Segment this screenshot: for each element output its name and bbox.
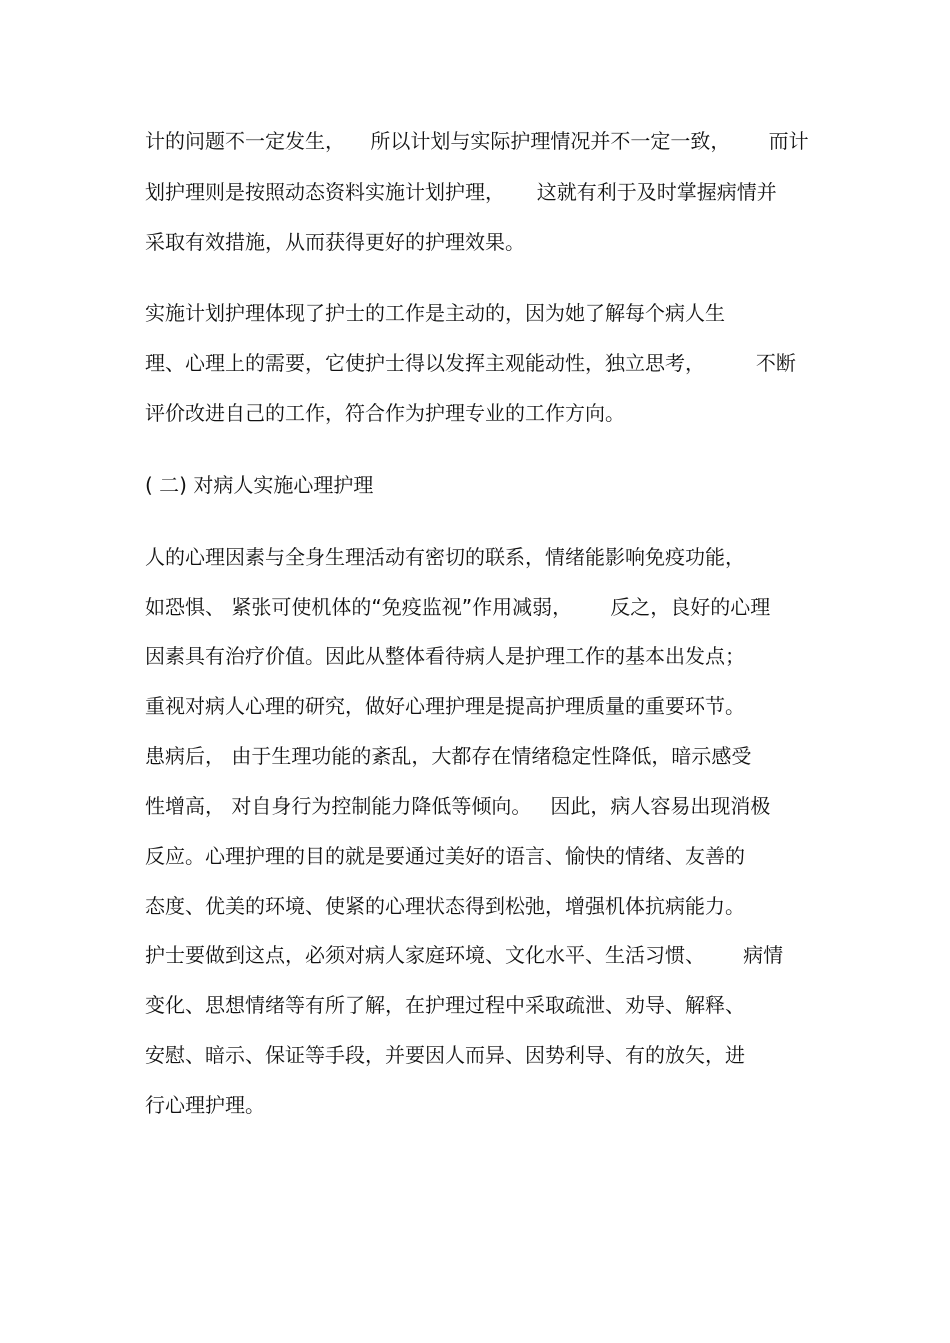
text-line: 采取有效措施，从而获得更好的护理效果。 (145, 230, 525, 254)
text-line: 评价改进自己的工作，符合作为护理专业的工作方向。 (145, 401, 625, 425)
text-line: 划护理则是按照动态资料实施计划护理， 这就有利于及时掌握病情并 (145, 180, 777, 204)
section-heading-text: ( 二) 对病人实施心理护理 (145, 473, 374, 497)
text-line: 性增高， 对自身行为控制能力降低等倾向。 因此，病人容易出现消极 (145, 794, 771, 818)
text-line: 如恐惧、 紧张可使机体的“免疫监视”作用减弱， 反之，良好的心理 (145, 595, 771, 619)
text-line: 变化、思想情绪等有所了解，在护理过程中采取疏泄、劝导、解释、 (145, 993, 745, 1017)
text-line: 理、心理上的需要，它使护士得以发挥主观能动性，独立思考， 不断 (145, 351, 796, 375)
text-line: 患病后， 由于生理功能的紊乱，大都存在情绪稳定性降低，暗示感受 (145, 744, 752, 768)
text-line: 态度、优美的环境、使紧的心理状态得到松弛，增强机体抗病能力。 (145, 894, 745, 918)
text-line: 行心理护理。 (145, 1093, 265, 1117)
text-line: 计的问题不一定发生， 所以计划与实际护理情况并不一定一致， 而计 (145, 129, 809, 153)
text-line: 因素具有治疗价值。因此从整体看待病人是护理工作的基本出发点； (145, 644, 745, 668)
text-line: 实施计划护理体现了护士的工作是主动的，因为她了解每个病人生 (145, 301, 725, 325)
text-line: 重视对病人心理的研究，做好心理护理是提高护理质量的重要环节。 (145, 694, 745, 718)
text-line: 护士要做到这点，必须对病人家庭环境、文化水平、生活习惯、 病情 (145, 943, 784, 967)
text-line: 反应。心理护理的目的就是要通过美好的语言、愉快的情绪、友善的 (145, 844, 745, 868)
text-line: 人的心理因素与全身生理活动有密切的联系，情绪能影响免疫功能， (145, 545, 745, 569)
text-line: 安慰、暗示、保证等手段，并要因人而异、因势利导、有的放矢，进 (145, 1043, 745, 1067)
